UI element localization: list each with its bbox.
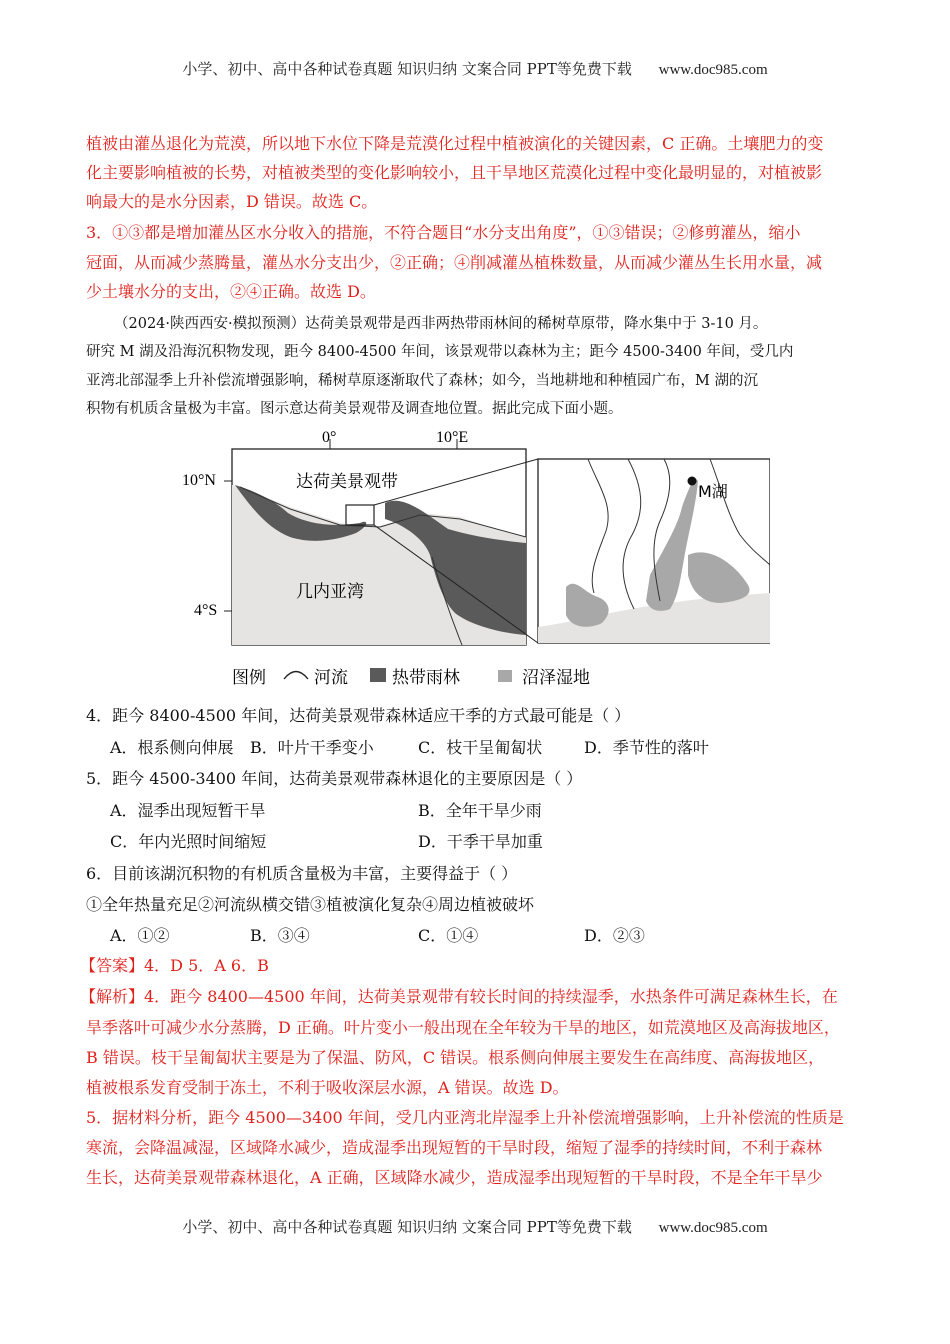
intro-line: 响最大的是水分因素，D 错误。故选 C。	[86, 192, 378, 211]
q4-option-d[interactable]: D．季节性的落叶	[584, 738, 709, 757]
legend-title: 图例	[232, 668, 266, 688]
lat-label-4s: 4°S	[194, 602, 218, 619]
legend	[232, 668, 590, 688]
map-svg	[180, 425, 770, 695]
header-text: 小学、初中、高中各种试卷真题 知识归纳 文案合同 PPT等免费下载	[182, 60, 632, 78]
intro-line: 植被由灌丛退化为荒漠，所以地下水位下降是荒漠化过程中植被演化的关键因素，C 正确。土壤肥力的变	[86, 134, 824, 153]
analysis-line: 旱季落叶可减少水分蒸腾，D 正确。叶片变小一般出现在全年较为干旱的地区，如荒漠地区及高海拔地区，	[86, 1018, 840, 1037]
lon-label-10e: 10°E	[436, 429, 469, 446]
q5-option-c[interactable]: C．年内光照时间缩短	[110, 832, 267, 851]
q4-stem: 4．距今 8400-4500 年间，达荷美景观带森林适应干季的方式最可能是（ ）	[86, 706, 631, 725]
q6-stem: 6．目前该湖沉积物的有机质含量极为丰富，主要得益于（ ）	[86, 864, 518, 883]
inset-map	[538, 459, 770, 643]
m-lake-marker	[688, 477, 697, 486]
map-figure	[180, 425, 770, 695]
intro-line: 冠面，从而减少蒸腾量，灌丛水分支出少，②正确；④削减灌丛植株数量，从而减少灌丛生长用水量，减	[86, 253, 823, 272]
page-footer	[0, 1216, 950, 1237]
q6-option-c[interactable]: C．①④	[418, 926, 479, 945]
analysis-line: 【解析】4．距今 8400—4500 年间，达荷美景观带有较长时间的持续湿季，水热条件可满足森林生长，在	[80, 987, 838, 1006]
main-map	[182, 429, 538, 645]
passage-line: 亚湾北部湿季上升补偿流增强影响，稀树草原逐渐取代了森林；如今，当地耕地和种植园广布，M 湖的沉	[86, 373, 758, 389]
analysis-line: 寒流，会降温减湿，区域降水减少，造成湿季出现短暂的干旱时段，缩短了湿季的持续时间，不利于森林	[86, 1138, 823, 1157]
passage-line: 研究 M 湖及沿海沉积物发现，距今 8400-4500 年间，该景观带以森林为主；距今 4500-3400 年间，受几内	[86, 344, 794, 360]
intro-line: 3．①③都是增加灌丛区水分收入的措施，不符合题目“水分支出角度”，①③错误；②修剪灌丛，缩小	[86, 223, 801, 242]
legend-wetland-label: 沼泽湿地	[522, 668, 590, 688]
q6-option-b[interactable]: B．③④	[250, 926, 310, 945]
q6-option-d[interactable]: D．②③	[584, 926, 645, 945]
sea-label: 几内亚湾	[296, 582, 364, 602]
legend-rainforest-label: 热带雨林	[392, 668, 460, 688]
lake-label: M湖	[698, 482, 728, 501]
analysis-line: B 错误。枝干呈匍匐状主要是为了保温、防风，C 错误。根系侧向伸展主要发生在高纬度、高海拔地区，	[86, 1048, 825, 1067]
q5-stem: 5．距今 4500-3400 年间，达荷美景观带森林退化的主要原因是（ ）	[86, 769, 583, 788]
intro-line: 化主要影响植被的长势，对植被类型的变化影响较小，且干旱地区荒漠化过程中变化最明显的，对植被影	[86, 163, 823, 182]
lat-label-10n: 10°N	[182, 472, 216, 489]
analysis-line: 生长，达荷美景观带森林退化，A 正确，区域降水减少，造成湿季出现短暂的干旱时段，不是全年干旱少	[86, 1168, 823, 1187]
q4-option-a[interactable]: A．根系侧向伸展	[110, 738, 234, 757]
q4-option-b[interactable]: B．叶片干季变小	[250, 738, 374, 757]
legend-river-label: 河流	[314, 668, 348, 688]
passage-line: 积物有机质含量极为丰富。图示意达荷美景观带及调查地位置。据此完成下面小题。	[86, 401, 623, 417]
legend-wetland-icon	[498, 670, 512, 682]
lon-label-0: 0°	[322, 429, 337, 446]
q4-option-c[interactable]: C．枝干呈匍匐状	[418, 738, 543, 757]
intro-line: 少土壤水分的支出，②④正确。故选 D。	[86, 282, 376, 301]
q6-option-a[interactable]: A．①②	[110, 926, 170, 945]
page-header	[0, 58, 950, 79]
footer-text: 小学、初中、高中各种试卷真题 知识归纳 文案合同 PPT等免费下载	[182, 1218, 632, 1236]
legend-river-icon	[284, 672, 308, 680]
q5-option-b[interactable]: B．全年干旱少雨	[418, 801, 542, 820]
legend-rainforest-icon	[370, 668, 386, 682]
region-label: 达荷美景观带	[296, 472, 398, 492]
analysis-line: 5．据材料分析，距今 4500—3400 年间，受几内亚湾北岸湿季上升补偿流增强影响，上升补偿流的性质是	[86, 1108, 844, 1127]
q5-option-d[interactable]: D．干季干旱加重	[418, 832, 543, 851]
q6-statements: ①全年热量充足②河流纵横交错③植被演化复杂④周边植被破坏	[86, 895, 535, 914]
q5-option-a[interactable]: A．湿季出现短暂干旱	[110, 801, 266, 820]
footer-url[interactable]: www.doc985.com	[658, 1220, 768, 1236]
analysis-line: 植被根系发育受制于冻土，不利于吸收深层水源，A 错误。故选 D。	[86, 1078, 569, 1097]
passage-line: （2024·陕西西安·模拟预测）达荷美景观带是西非两热带雨林间的稀树草原带，降水集中于 3-10 月。	[114, 316, 768, 332]
answer-line: 【答案】4．D 5．A 6．B	[80, 956, 269, 975]
header-url[interactable]: www.doc985.com	[658, 62, 768, 78]
